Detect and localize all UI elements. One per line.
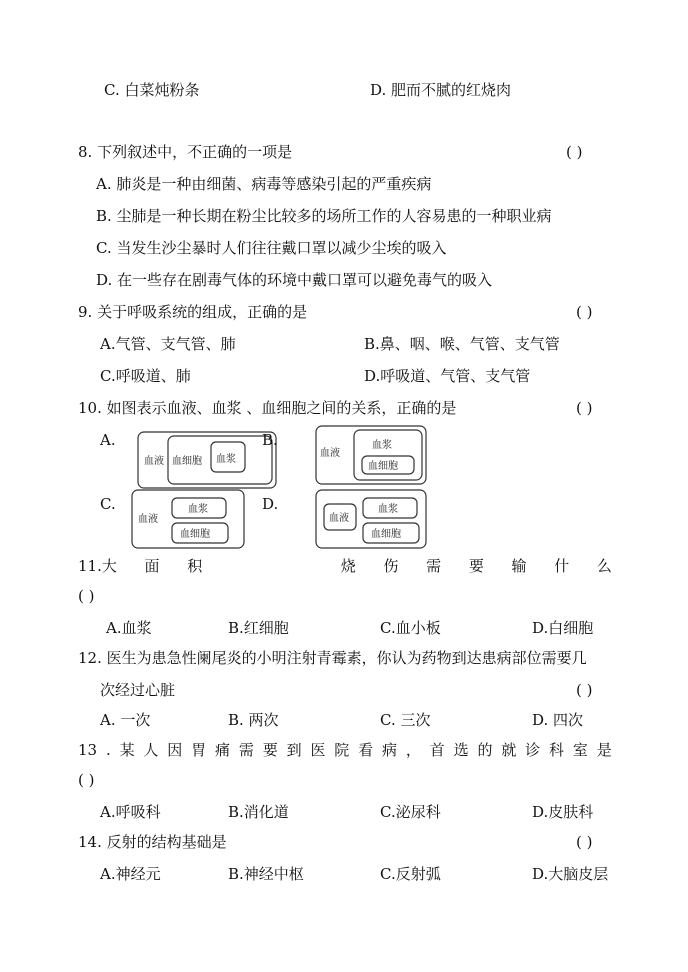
q12-option-a: A. 一次 <box>100 711 151 729</box>
q10-option-a: A. <box>100 431 116 449</box>
q10-answer-paren: ( ) <box>576 399 593 417</box>
blood-label: 血液 <box>144 456 164 467</box>
q14-option-a: A.神经元 <box>100 865 161 883</box>
plasma-label: 血浆 <box>216 454 236 465</box>
cells-label: 血细胞 <box>180 529 210 540</box>
q7-option-c: C. 白菜炖粉条 <box>104 81 200 99</box>
q10-diagram-c <box>132 490 246 550</box>
blood-label: 血液 <box>138 514 158 525</box>
q11-option-b: B.红细胞 <box>228 619 289 637</box>
q14-option-c: C.反射弧 <box>380 865 441 883</box>
q9-stem: 9. 关于呼吸系统的组成，正确的是 <box>78 303 308 321</box>
plasma-label: 血浆 <box>188 504 208 515</box>
q11-answer-paren: ( ) <box>78 587 95 605</box>
q14-stem: 14. 反射的结构基础是 <box>78 833 227 851</box>
q9-option-d: D.呼吸道、气管、支气管 <box>364 367 531 385</box>
q10-stem: 10. 如图表示血液、血浆 、血细胞之间的关系，正确的是 <box>78 399 457 417</box>
plasma-label: 血浆 <box>372 440 392 451</box>
q13-option-a: A.呼吸科 <box>100 803 161 821</box>
q8-answer-paren: ( ) <box>566 143 583 161</box>
q12-stem-line1: 12. 医生为患急性阑尾炎的小明注射青霉素，你认为药物到达患病部位需要几 <box>78 649 587 667</box>
q9-option-a: A.气管、支气管、肺 <box>100 335 236 353</box>
q13-option-d: D.皮肤科 <box>532 803 594 821</box>
cells-label: 血细胞 <box>368 461 398 472</box>
q13-stem: 13 . 某 人 因 胃 痛 需 要 到 医 院 看 病 ， 首 选 的 就 诊 科 室 是 <box>78 741 612 759</box>
q12-stem-line2: 次经过心脏 <box>100 681 176 699</box>
q11-stem: 11.大 面 积 烧 伤 需 要 输 什 么 <box>78 557 612 575</box>
q10-option-c: C. <box>100 495 116 513</box>
q10-diagram-a <box>138 432 278 490</box>
q8-stem: 8. 下列叙述中，不正确的一项是 <box>78 143 293 161</box>
q8-option-d: D. 在一些存在剧毒气体的环境中戴口罩可以避免毒气的吸入 <box>96 271 493 289</box>
q12-option-c: C. 三次 <box>380 711 431 729</box>
q10-diagram-b <box>316 426 428 486</box>
cells-label: 血细胞 <box>172 456 202 467</box>
q12-option-b: B. 两次 <box>228 711 279 729</box>
q11-option-c: C.血小板 <box>380 619 441 637</box>
q12-answer-paren: ( ) <box>576 681 593 699</box>
q13-option-b: B.消化道 <box>228 803 289 821</box>
q10-option-b: B. <box>262 431 278 449</box>
q8-option-b: B. 尘肺是一种长期在粉尘比较多的场所工作的人容易患的一种职业病 <box>96 207 552 225</box>
plasma-label: 血浆 <box>378 504 398 515</box>
q10-option-d: D. <box>262 495 279 513</box>
q14-option-d: D.大脑皮层 <box>532 865 609 883</box>
blood-label: 血液 <box>329 513 349 524</box>
blood-label: 血液 <box>320 448 340 459</box>
q9-option-b: B.鼻、咽、喉、气管、支气管 <box>364 335 560 353</box>
q8-option-c: C. 当发生沙尘暴时人们往往戴口罩以减少尘埃的吸入 <box>96 239 447 257</box>
q14-answer-paren: ( ) <box>576 833 593 851</box>
q8-option-a: A. 肺炎是一种由细菌、病毒等感染引起的严重疾病 <box>96 175 432 193</box>
q10-diagram-d <box>316 490 428 550</box>
q11-option-a: A.血浆 <box>106 619 152 637</box>
cells-label: 血细胞 <box>371 529 401 540</box>
q9-answer-paren: ( ) <box>576 303 593 321</box>
q13-answer-paren: ( ) <box>78 771 95 789</box>
q7-option-d: D. 肥而不腻的红烧肉 <box>370 81 512 99</box>
q12-option-d: D. 四次 <box>532 711 584 729</box>
q13-option-c: C.泌尿科 <box>380 803 441 821</box>
q14-option-b: B.神经中枢 <box>228 865 304 883</box>
q11-option-d: D.白细胞 <box>532 619 594 637</box>
q9-option-c: C.呼吸道、肺 <box>100 367 191 385</box>
